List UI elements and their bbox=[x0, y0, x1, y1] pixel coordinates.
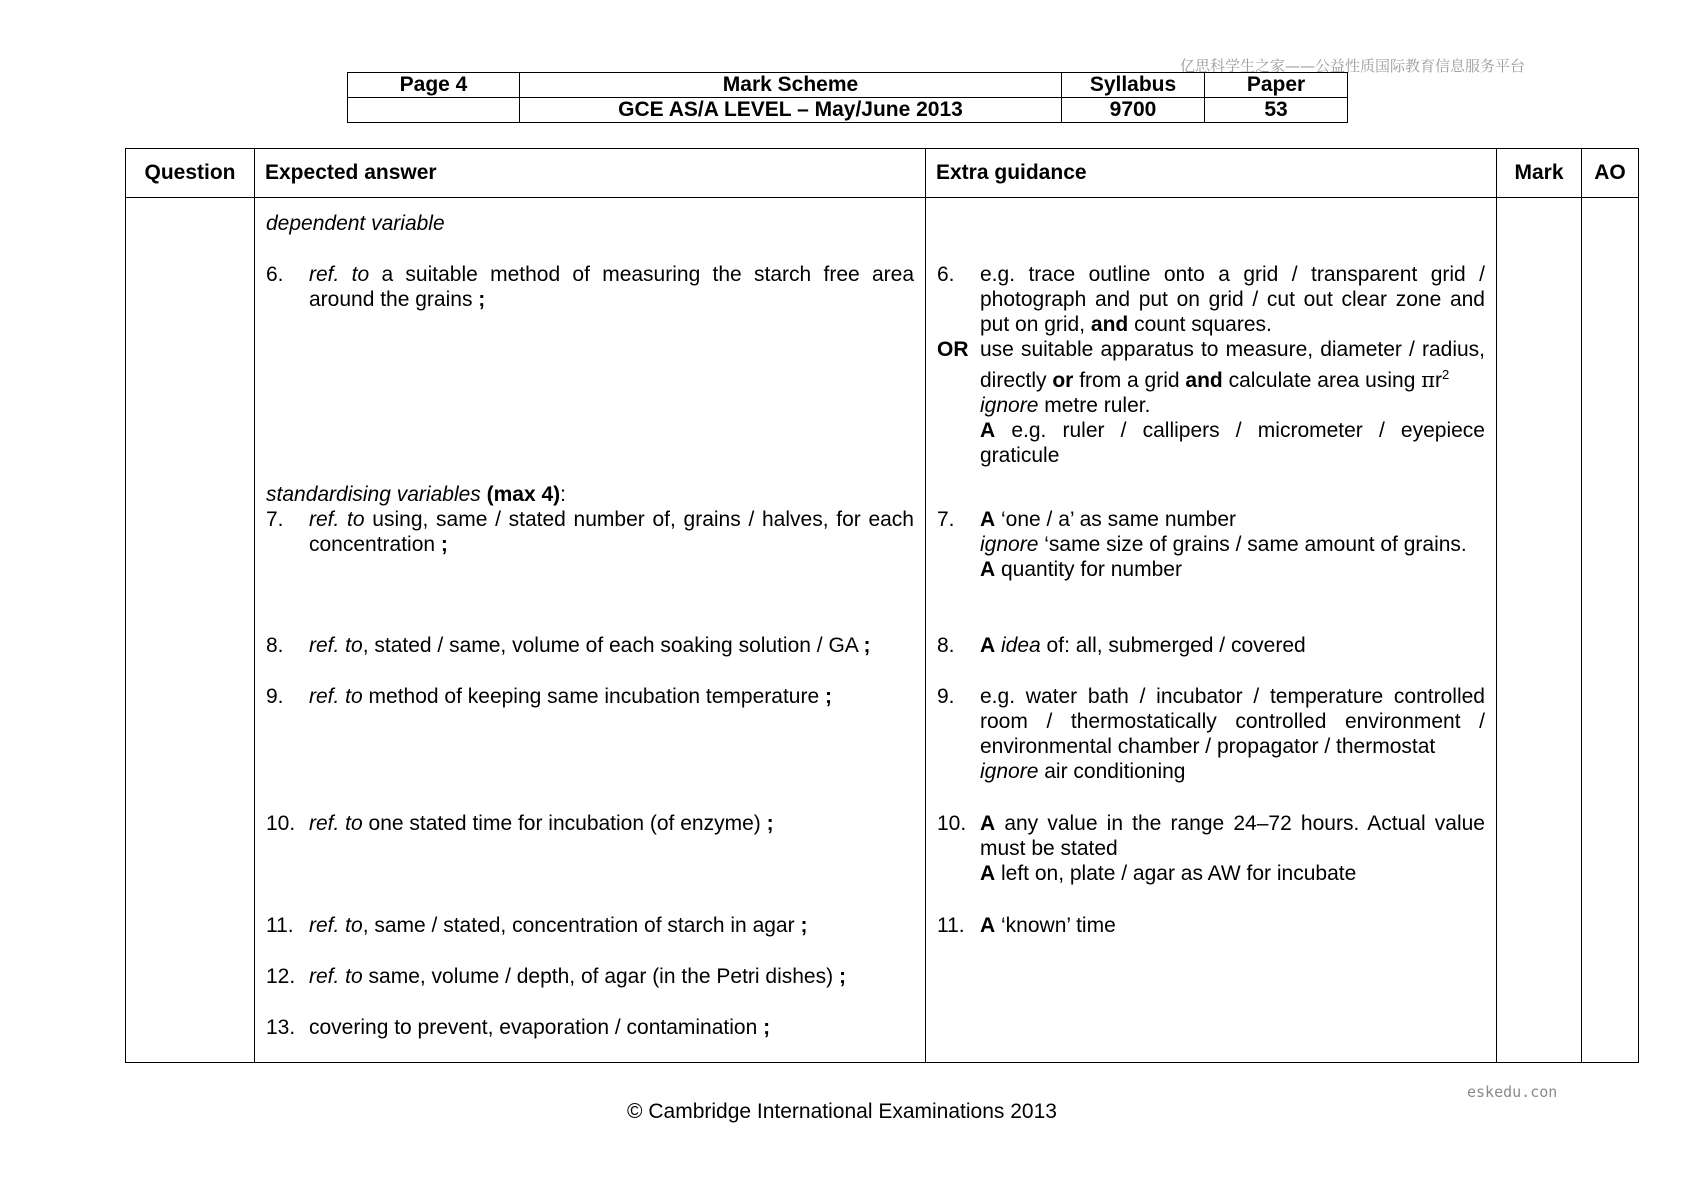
answer-item-11: 11. ref. to, same / stated, concentration of starch in agar ; bbox=[266, 914, 808, 937]
guidance-item-10: 10. A any value in the range 24–72 hours. Actual value must be stated A left on, plate / agar as AW for incubate bbox=[937, 812, 1485, 885]
syllabus-label: Syllabus bbox=[1062, 73, 1205, 98]
answer-item-13: 13. covering to prevent, evaporation / contamination ; bbox=[266, 1016, 771, 1039]
answer-item-8: 8. ref. to, stated / same, volume of each soaking solution / GA ; bbox=[266, 634, 871, 657]
standardising-heading: standardising variables (max 4): bbox=[266, 483, 567, 506]
question-cell bbox=[126, 198, 255, 1063]
guidance-item-8: 8. A idea of: all, submerged / covered bbox=[937, 634, 1306, 657]
empty-cell bbox=[348, 98, 520, 123]
mark-cell bbox=[1497, 198, 1582, 1063]
guidance-item-6: 6. e.g. trace outline onto a grid / transparent grid / photograph and put on grid / cut out clear zone and put on grid, and count squares. OR use suitable apparatus to measure, diameter / radius, directly or from a grid and calculate area using $\pi r^2$ ignore metre ruler. A e.g. ruler / callipers / micrometer / eyepiece graticule bbox=[937, 263, 1485, 467]
guidance-item-9: 9. e.g. water bath / incubator / temperature controlled room / thermostatically controlled environment / environmental chamber / propagator / thermostat ignore air conditioning bbox=[937, 685, 1485, 783]
col-mark: Mark bbox=[1497, 149, 1582, 198]
answer-item-9: 9. ref. to method of keeping same incubation temperature ; bbox=[266, 685, 832, 708]
mark-scheme-table bbox=[125, 148, 1639, 1063]
answer-item-7: 7. ref. to using, same / stated number of, grains / halves, for each concentration ; bbox=[266, 508, 914, 556]
header-table bbox=[347, 72, 1348, 123]
answer-item-12: 12. ref. to same, volume / depth, of agar (in the Petri dishes) ; bbox=[266, 965, 846, 988]
answer-item-10: 10. ref. to one stated time for incubation (of enzyme) ; bbox=[266, 812, 774, 835]
col-question: Question bbox=[126, 149, 255, 198]
col-ao: AO bbox=[1582, 149, 1639, 198]
syllabus-code: 9700 bbox=[1062, 98, 1205, 123]
exam-session: GCE AS/A LEVEL – May/June 2013 bbox=[520, 98, 1062, 123]
watermark-bottom: eskedu.con bbox=[1467, 1083, 1558, 1101]
guidance-item-11: 11. A ‘known’ time bbox=[937, 914, 1116, 937]
answer-item-6: 6. ref. to a suitable method of measuring the starch free area around the grains ; bbox=[266, 263, 914, 311]
col-answer: Expected answer bbox=[255, 149, 926, 198]
dependent-heading: dependent variable bbox=[266, 212, 445, 235]
answer-cell bbox=[255, 198, 926, 1063]
doc-title: Mark Scheme bbox=[520, 73, 1062, 98]
guidance-item-7: 7. A ‘one / a’ as same number ignore ‘same size of grains / same amount of grains. A quantity for number bbox=[937, 508, 1467, 581]
page-label: Page 4 bbox=[348, 73, 520, 98]
watermark-top: 亿思科学生之家——公益性质国际教育信息服务平台 bbox=[1180, 57, 1526, 75]
paper-number: 53 bbox=[1205, 98, 1348, 123]
or-label: OR bbox=[937, 338, 969, 361]
paper-label: Paper bbox=[1205, 73, 1348, 98]
guidance-cell bbox=[926, 198, 1497, 1063]
col-guidance: Extra guidance bbox=[926, 149, 1497, 198]
copyright-footer: © Cambridge International Examinations 2013 bbox=[627, 1100, 1057, 1123]
ao-cell bbox=[1582, 198, 1639, 1063]
